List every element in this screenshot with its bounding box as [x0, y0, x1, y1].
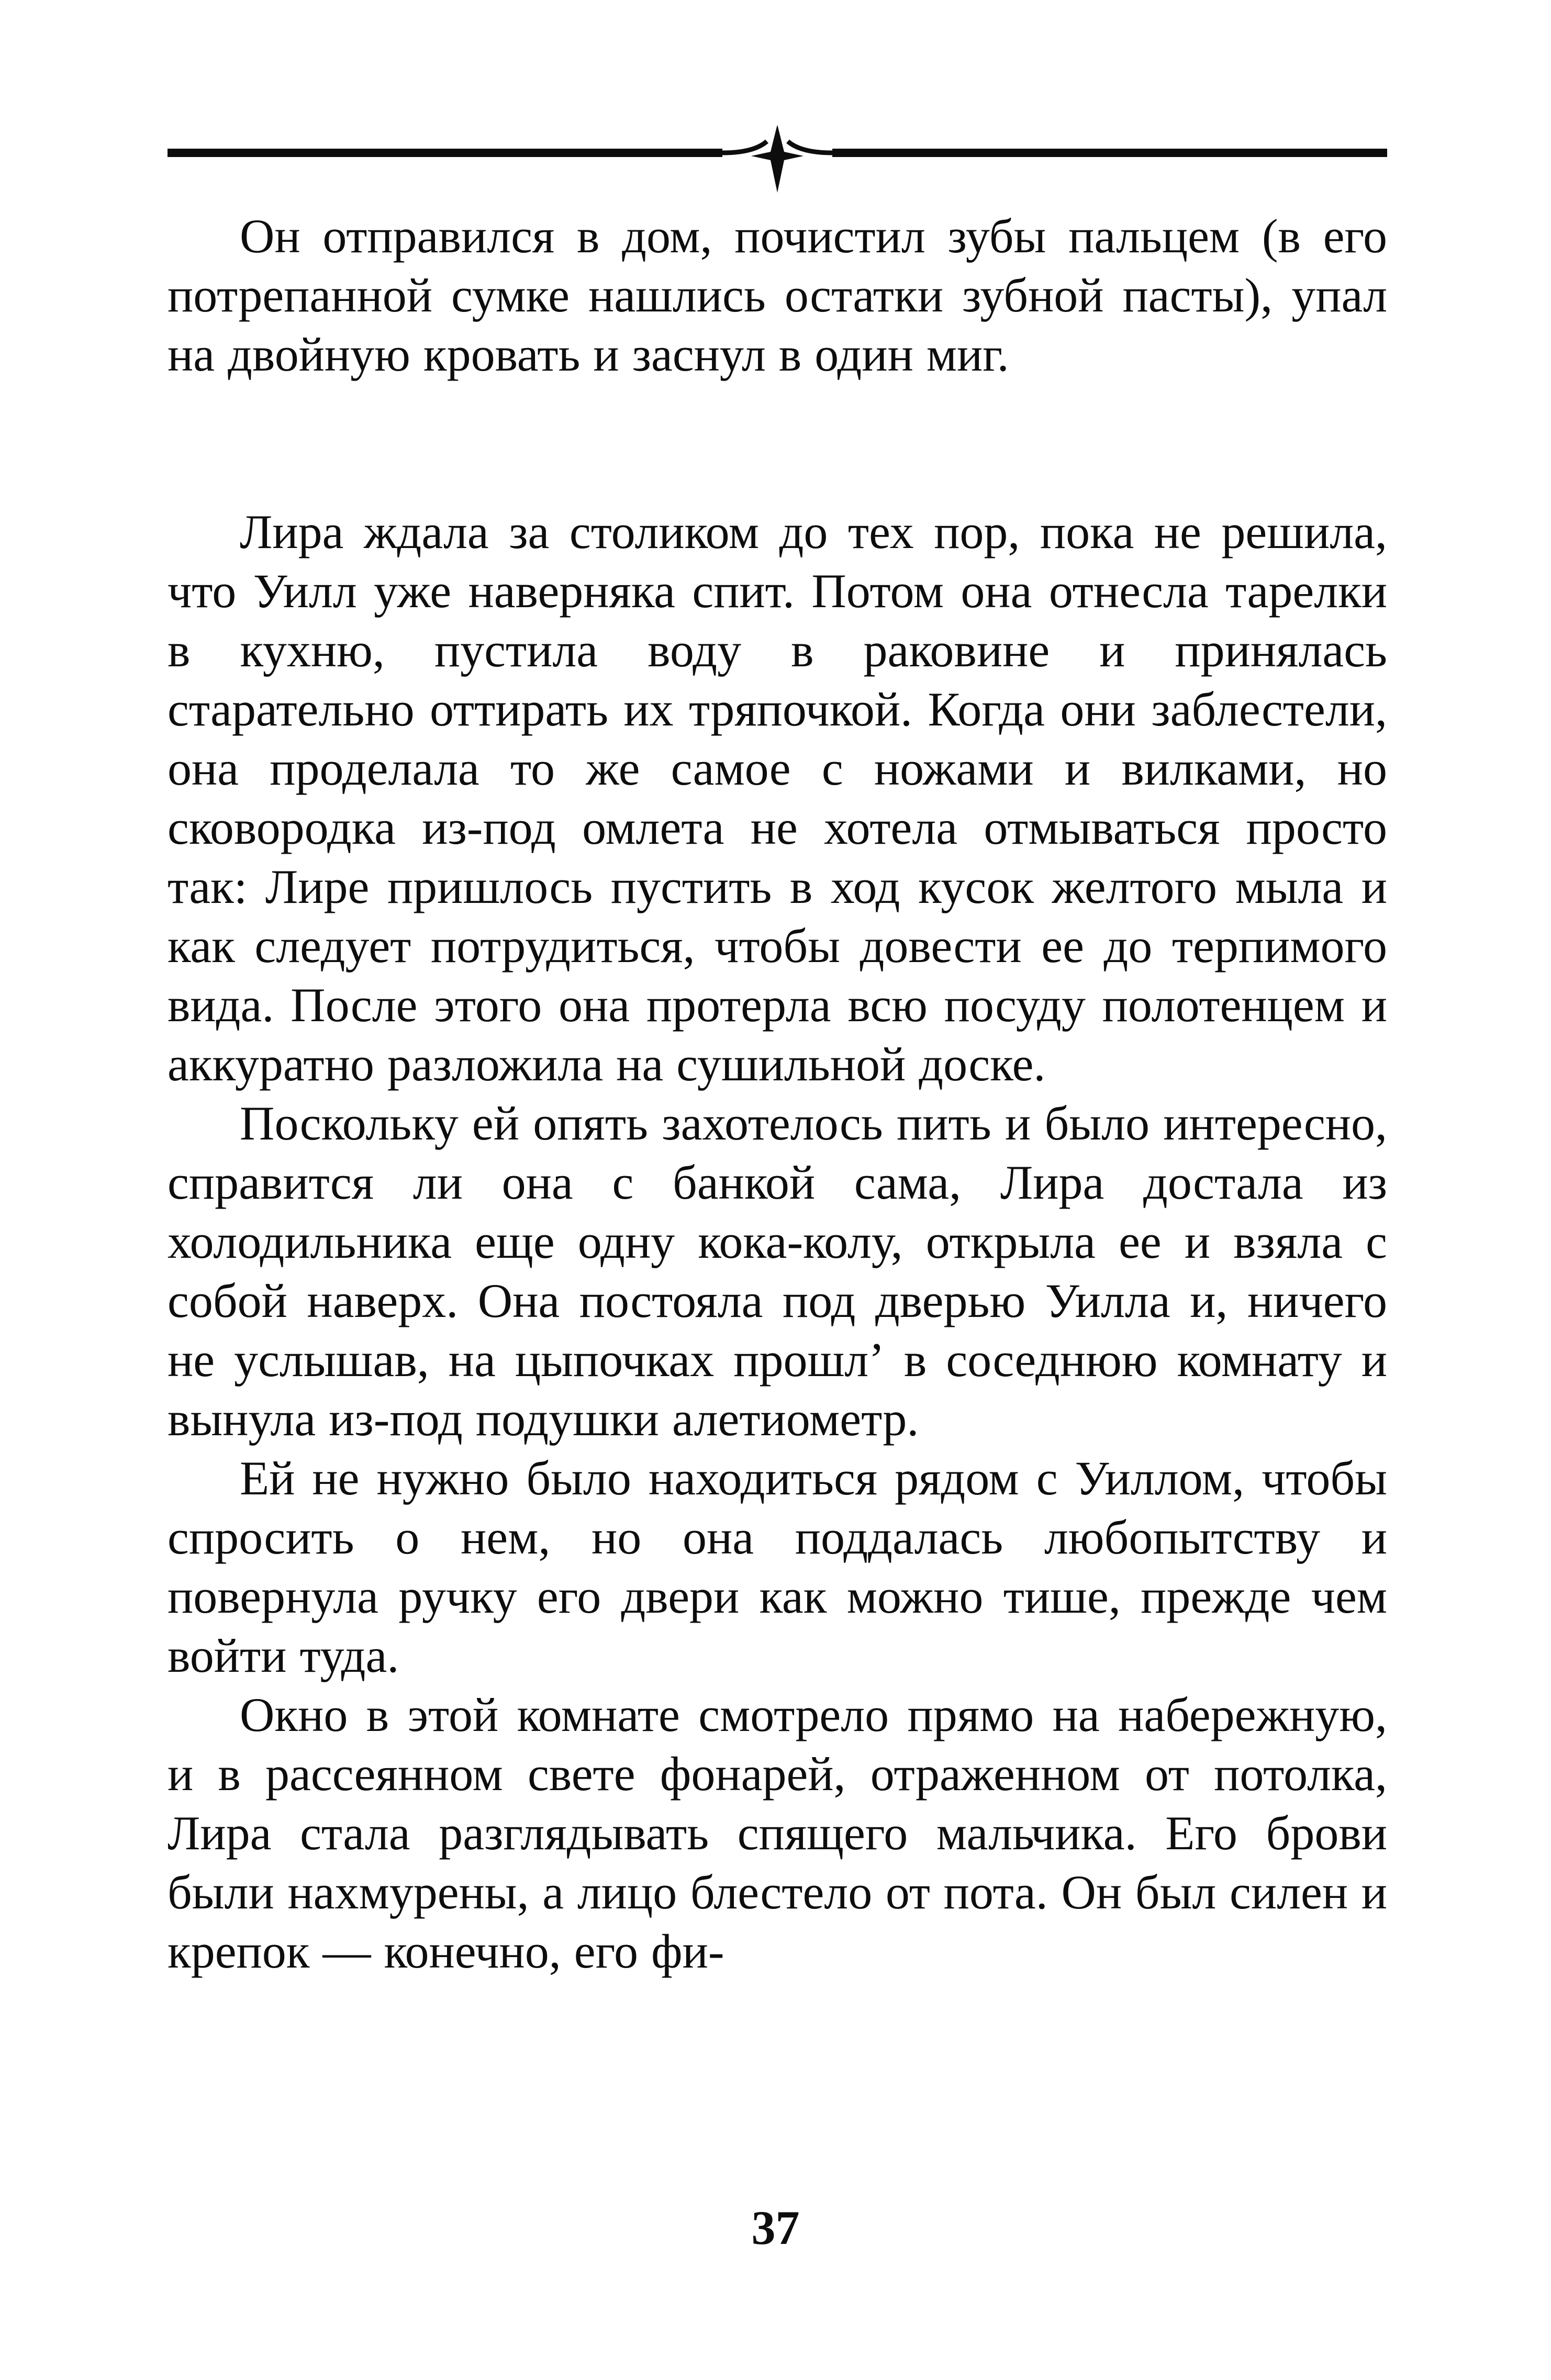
paragraph: Он отправился в дом, почистил зубы пальцем (в его потрепанной сумке нашлись остатки зубной пасты), упал на двойную кровать и заснул в один миг. — [168, 209, 1387, 381]
paragraph: Ей не нужно было находиться рядом с Уиллом, чтобы спросить о нем, но она поддалась любопытству и повернула ручку его двери как можно тише, прежде чем войти туда. — [168, 1451, 1387, 1682]
paragraph: Окно в этой комнате смотрело прямо на набережную, и в рассеянном свете фонарей, отраженном от потолка, Лира стала разглядывать спящего мальчика. Его брови были нахмурены, а лицо блестело от пота. Он был силен и крепок — конечно, его фи- — [168, 1688, 1387, 1978]
page-body-text — [168, 207, 1387, 1981]
divider-star-ornament-icon — [168, 126, 1387, 194]
paragraph: Лира ждала за столиком до тех пор, пока не решила, что Уилл уже наверняка спит. Потом она отнесла тарелки в кухню, пустила воду в раковине и принялась старательно оттирать их тряпочкой. Когда они заблестели, она проделала то же самое с ножами и вилками, но сковородка из-под омлета не хотела отмываться просто так: Лире пришлось пустить в ход кусок желтого мыла и как следует потрудиться, чтобы довести ее до терпимого вида. После этого она протерла всю посуду полотенцем и аккуратно разложила на сушильной доске. — [168, 505, 1387, 1091]
paragraph: Поскольку ей опять захотелось пить и было интересно, справится ли она с банкой сама, Лира достала из холодильника еще одну кока-колу, открыла ее и взяла с собой наверх. Она постояла под дверью Уилла и, ничего не услышав, на цыпочках прошлʼ в соседнюю комнату и вынула из-под подушки алетиометр. — [168, 1097, 1387, 1446]
page-number: 37 — [751, 2201, 800, 2254]
